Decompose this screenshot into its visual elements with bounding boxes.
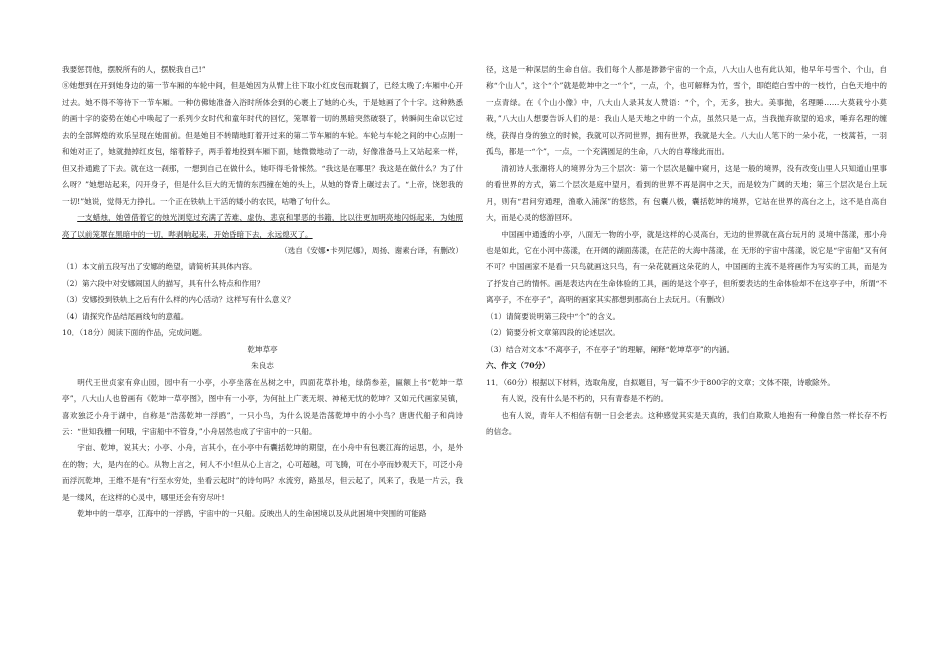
text-paragraph: 我要惩罚他，摆脱所有的人，摆脱我自己!” — [62, 65, 206, 74]
question-item: （3）安娜投到铁轨上之后有什么样的内心活动？这样写有什么意义？ — [62, 295, 295, 305]
question-item: （2）简要分析文章第四段的论述层次。 — [486, 328, 620, 338]
text-paragraph: ⑧她想到在开到她身边的第一节车厢的车轮中间，但是她因为从臂上往下取小红皮包而耽搁了，已经太晚了;车厢中心开过去。她不得不等待下一节车厢。一种仿佛她准备入浴时所体会到的心裹上了她的心头，于是她画了个十字。这种熟悉的画十字的姿势在她心中唤起了一系列少女时代和童年时代的回忆，笼罩着一切的黑暗突然破裂了，转瞬间生命以它过去的全部辉煌的欢乐呈现在她面前。但是她目不转睛地盯着开过来的第二节车厢的车轮。车轮与车轮之间的中心点刚一和她对正了，她就抛掉红皮包，缩着脖子，两手着地投到车厢下面，她微微地动了一动，好像准备马上又站起来一样，但又扑通跪了下去。就在这一刹那，一想到自己在做什么，她吓得毛骨悚然。“我这是在哪里？我这是在做什么？为了什么呀？”她想站起来，闪开身子，但是什么巨大的无情的东西撞在她的头上，从她的脊背上碾过去了。“上帝，饶恕我的一切!”她说，觉得无力挣扎。一个正在铁轨上干活的矮小的农民，咕噜了句什么。 — [62, 81, 463, 206]
question-item: （4）请探究作品结尾画线句的意蕴。 — [62, 311, 189, 321]
paragraph-text: 中国画中通透的小亭，八面无一物的小亭，就是这样的心灵高台，无边的世界就在高台玩月的 灵境中荡漾，那小舟也是如此，它在小河中荡漾，在开阔的湖面荡漾，在茫茫的大海中荡漾，在 无形的宇宙中荡漾，说它是“宇宙船”又有何不可？中国画家不是看一只鸟就画这只鸟，有一朵花就画这朵花的人，中国画的主流不是将画作为写实的工具，而是为了抒发自己的情怀。画是表达内在生命体验的工具，画的是这个亭子，但所要表达的生命体验却不在这亭子中，所谓“不离亭子，不在亭子”，高明的画家其实都想到那高台上去玩月。（有删改） — [486, 229, 888, 305]
text-paragraph: 径，这是一种深层的生命自信。我们每个人都是渺渺宇宙的一个点，八大山人也有此认知，他早年号雪个、个山，自称“个山人”，这个“个”就是乾坤中之一“个”，一点，个，也可解释为竹，雪个，即皑皑白雪中的一枝竹，白色天地中的一点青绿。在《个山小像》中，八大山人录其友人赞语：“个，个，无多，独大。美事抛，名理睡……大莫栽兮小莫栽，”八大山人想要告诉人们的是：我山人是天地之中的一个点，虽然只是一点，当我抛弃欲望的追求，唾弃名理的缠绕，获得自身的独立的时候，我就可以齐同世界，拥有世界，我就是大全。八大山人笔下的一朵小花，一枝蒿苔，一羽孤鸟，都是一“个”，一点，一个充满圆足的生命，八大的自尊缘此而出。 — [486, 65, 887, 157]
source-citation: （选自《安娜•卡列尼娜》，周扬、谢素台译，有删改） — [280, 245, 463, 255]
text-paragraph: 明代王世贞家有弇山园，园中有一小亭，小亭坐落在丛树之中，四面花草扑地，绿荫参差，匾额上书“乾坤一草亭”，八大山人也曾画有《乾坤一草亭图》，图中有一小亭，为何扯上广袤无垠、神秘无忧的乾坤？又如元代画家吴镇，喜欢独泛小舟于湖中，自称是“浩荡乾坤一浮鸥”，一只小鸟，为什么说是浩荡乾坤中的小小鸟？唐唐代船子和尚诗云：“世知我栅一何哦，宇宙船中不管身，”小舟居然也成了宇宙中的一只船。 — [62, 377, 463, 436]
text-paragraph — [486, 227, 887, 309]
question-item: （1）请简要说明第三段中“个”的含义。 — [486, 311, 621, 321]
right-column — [486, 62, 887, 440]
text-paragraph: 乾坤中的一草亭，江海中的一浮鸥，宇宙中的一只船。反映出人的生命困境以及从此困境中突围的可能路 — [77, 509, 427, 519]
section-heading: 六、作文（70分） — [486, 361, 550, 371]
material-text: 有人说，没有什么是不朽的，只有青春是不朽的。 — [501, 394, 669, 404]
text-paragraph: 清初诗人张潮将人的境界分为三个层次：第一个层次是牖中窥月，这是一般的境界，没有改变山里人只知道山里事的看世界的方式，第二个层次是庭中望月，看到的世界不再是润中之天，而是较为广阔的天地；第三个层次是台上玩月，则有“君问穷通理，渔歌入浦深”的悠然，有 包囊八极，囊括乾坤的境界，它站在世界的高台之上，这不是自高自大，而是心灵的悠游回环。 — [486, 163, 887, 223]
question-item: （2）第六段中对安娜闹国人的描写，具有什么特点和作用？ — [62, 278, 265, 288]
text-paragraph: 宇亩、乾坤，说其大；小亭、小舟，言其小，在小亭中有囊括乾坤的期望，在小舟中有包裹江海的运思，小，是外在的物；大，是内在的心。从物上言之，何人不小!但从心上言之，心可超越，可飞腾，可在小亭而妙观天下，可泛小舟而浮沉乾坤，王维不是有“行至水穷处，坐看云起时”的诗句吗？水流穷，路虽尽，但云起了，风来了，我是一片云，我是一缕风，在这样的心灵中，哪里还会有穷尽叶! — [62, 443, 463, 502]
article-title: 乾坤草亭 — [247, 344, 278, 354]
question-heading: 11．（60分）根据以下材料，选取角度，自拟题目，写一篇不少于800字的文章；文体不限，诗歌除外。 — [486, 377, 835, 387]
question-item: （3）结合对文本“不离亭子，不在亭子”的理解，阐释“乾坤草亭”的内涵。 — [486, 344, 735, 354]
question-item: （1）本文前五段写出了安娜的绝望，请简析其具体内容。 — [62, 262, 257, 272]
left-column — [62, 62, 463, 523]
question-heading: 10．（18分）阅读下面的作品，完成问题。 — [62, 328, 207, 338]
article-author: 朱良志 — [251, 361, 274, 371]
underlined-ending-sentence: 一支蜡烛，她曾借着它的烛光浏览过充满了苦难、虚伪、悲哀和罪恶的书籍，比以往更加明亮地闪烁起来，为她照亮了以前笼罩在黑暗中的一切，哔剥响起来，开始昏暗下去，永远熄灭了。 — [62, 213, 463, 239]
material-text: 也有人说，青年人不相信有朝一日会老去。这种感觉其实是天真的，我们自欺欺人地抱有一种像自然一样长存不朽的信念。 — [486, 410, 887, 436]
